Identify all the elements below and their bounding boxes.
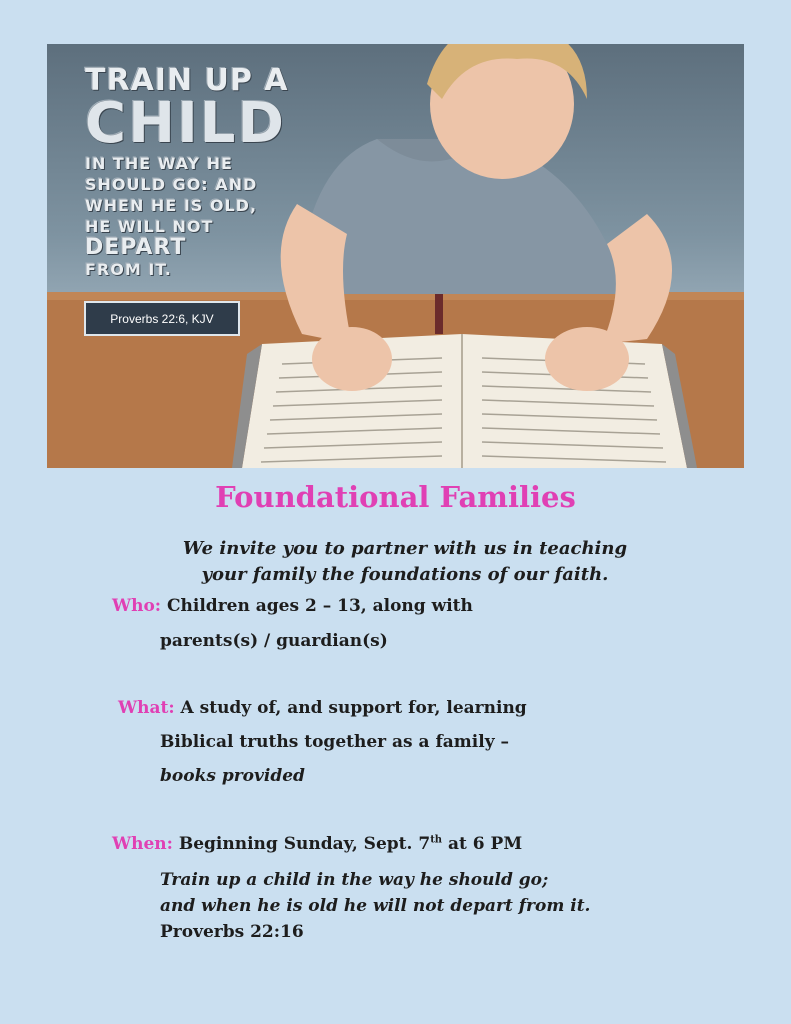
when-time: at 6 PM [442, 834, 523, 854]
verse-reference-badge [84, 301, 240, 336]
verse-reference: Proverbs 22:16 [160, 922, 304, 942]
who-text-continued: parents(s) / guardian(s) [160, 631, 388, 651]
what-label: What: [118, 698, 175, 718]
what-row [118, 698, 527, 718]
scripture-quote-overlay [85, 63, 385, 280]
what-text: A study of, and support for, learning [180, 698, 527, 718]
what-text-continued: Biblical truths together as a family – [160, 732, 510, 752]
who-label: Who: [112, 596, 162, 616]
when-label: When: [112, 834, 173, 854]
verse-line: and when he is old he will not depart from it. [160, 896, 591, 916]
quote-line-emphasis: CHILD [85, 91, 286, 156]
who-row [112, 596, 473, 616]
date-ordinal-suffix: th [430, 834, 443, 846]
when-row [112, 834, 522, 854]
quote-line: WHEN HE IS OLD, [85, 196, 258, 215]
verse-reference-text: Proverbs 22:6, KJV [110, 311, 214, 326]
hero-image [47, 44, 744, 468]
what-text-books: books provided [160, 766, 305, 786]
invitation-line: We invite you to partner with us in teaching [182, 538, 628, 559]
invitation-text [0, 536, 791, 588]
quote-line: DEPART [85, 235, 187, 260]
quote-line: HE WILL NOT [85, 217, 214, 236]
verse-line: Train up a child in the way he should go; [160, 870, 549, 890]
quote-line: FROM IT. [85, 260, 172, 279]
quote-line: IN THE WAY HE [85, 154, 233, 173]
quote-line: SHOULD GO: AND [85, 175, 258, 194]
page-title: Foundational Families [215, 480, 576, 514]
when-text: Beginning Sunday, Sept. 7 [178, 834, 431, 854]
quote-line: TRAIN UP A [85, 63, 289, 98]
invitation-line: your family the foundations of our faith. [201, 564, 609, 585]
who-text: Children ages 2 – 13, along with [167, 596, 473, 616]
